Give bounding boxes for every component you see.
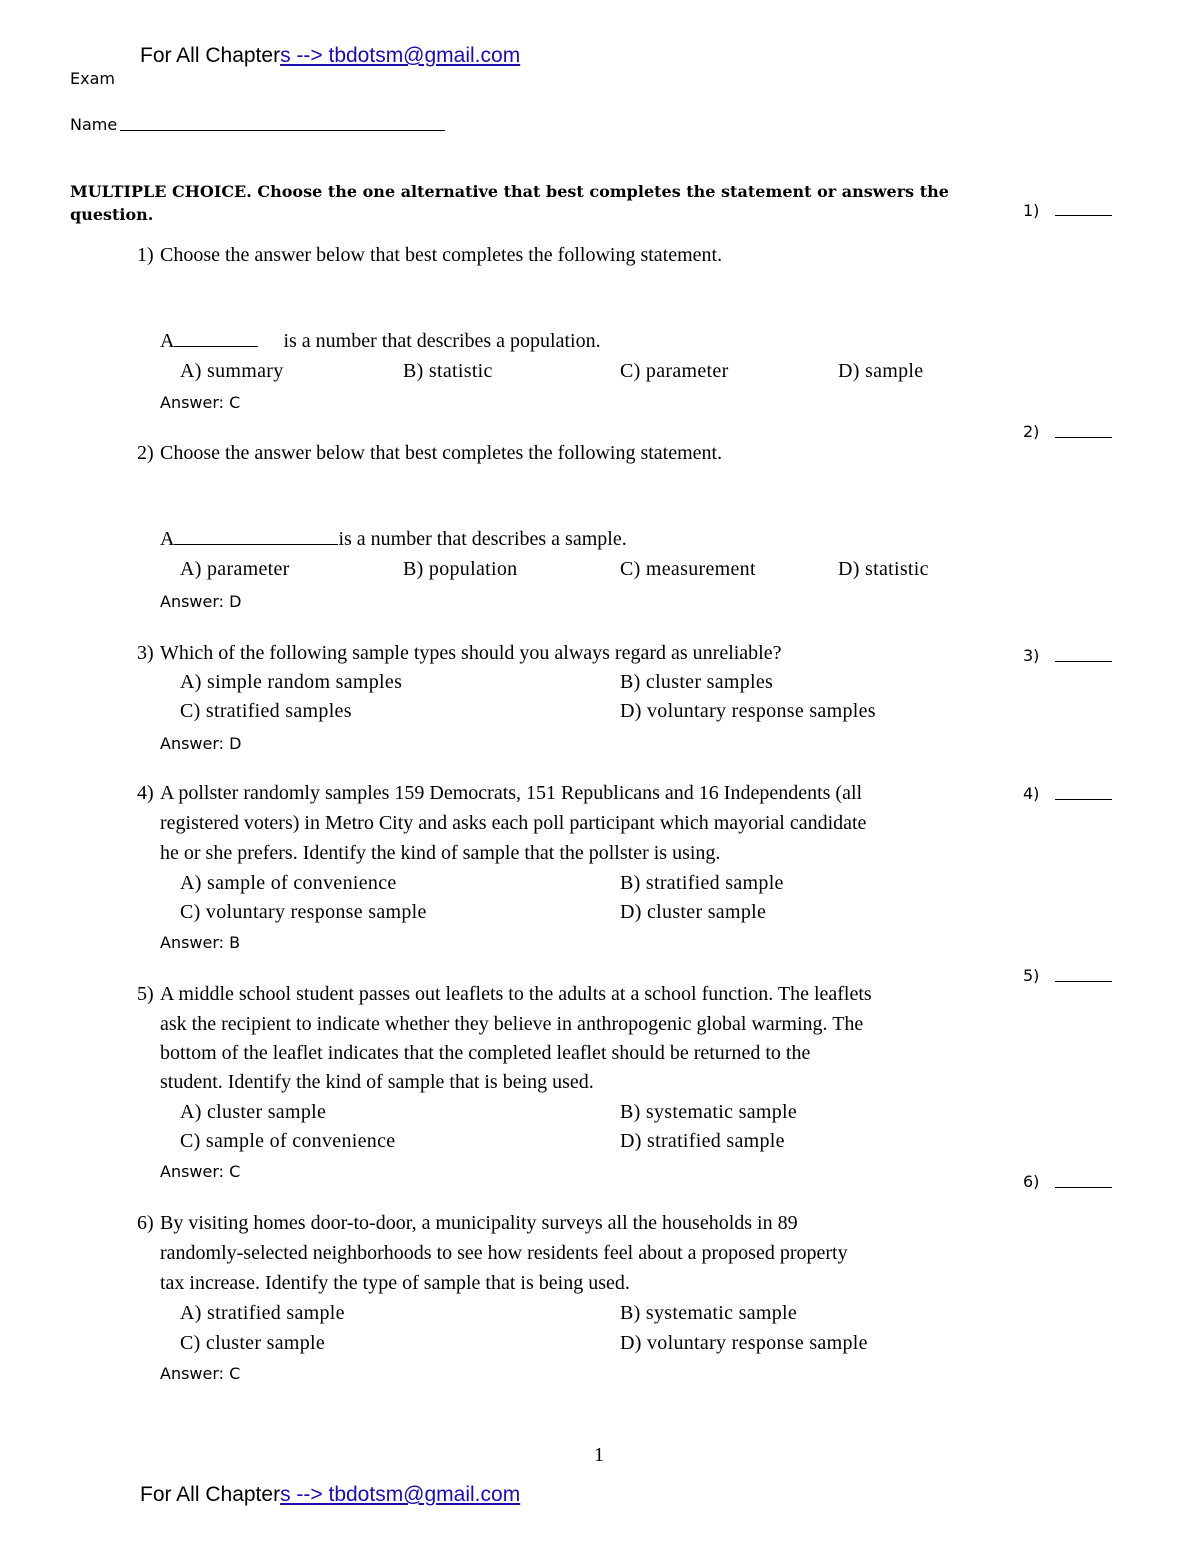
top-banner <box>140 44 520 68</box>
margin-answer-blank-6[interactable] <box>1055 1187 1112 1188</box>
fill-in-blank <box>174 528 338 545</box>
question-6-option-c[interactable]: C) cluster sample <box>180 1332 326 1354</box>
question-1-number: 1) <box>137 244 154 266</box>
question-6-line-1: By visiting homes door-to-door, a municipality surveys all the households in 89 <box>160 1212 798 1234</box>
question-3-number: 3) <box>137 642 154 664</box>
banner-text: For All Chapter <box>140 1483 281 1506</box>
question-3-answer: Answer: D <box>160 734 242 753</box>
question-5-option-c[interactable]: C) sample of convenience <box>180 1130 396 1152</box>
margin-answer-blank-4[interactable] <box>1055 799 1112 800</box>
margin-number-4: 4) <box>1023 784 1040 803</box>
question-4-option-d[interactable]: D) cluster sample <box>620 901 767 923</box>
sentence-end: is a number that describes a sample. <box>338 528 627 550</box>
question-4-option-c[interactable]: C) voluntary response sample <box>180 901 427 923</box>
question-1-stem: Choose the answer below that best completes the following statement. <box>160 244 723 266</box>
banner-email-link[interactable]: s --> tbdotsm@gmail.com <box>280 1483 521 1506</box>
question-6-option-d[interactable]: D) voluntary response sample <box>620 1332 868 1354</box>
margin-number-3: 3) <box>1023 646 1040 665</box>
margin-number-2: 2) <box>1023 422 1040 441</box>
question-1-option-d[interactable]: D) sample <box>838 360 924 382</box>
question-1-sentence <box>160 330 601 353</box>
sentence-start: A <box>160 330 175 352</box>
margin-answer-blank-5[interactable] <box>1055 981 1112 982</box>
page-number: 1 <box>594 1444 604 1466</box>
question-2-stem: Choose the answer below that best completes the following statement. <box>160 442 723 464</box>
banner-email-link[interactable]: s --> tbdotsm@gmail.com <box>280 44 521 67</box>
margin-answer-blank-1[interactable] <box>1055 215 1112 216</box>
question-4-line-3: he or she prefers. Identify the kind of sample that the pollster is using. <box>160 842 721 864</box>
question-2-option-a[interactable]: A) parameter <box>180 558 290 580</box>
question-2-option-d[interactable]: D) statistic <box>838 558 929 580</box>
question-3-option-b[interactable]: B) cluster samples <box>620 671 774 693</box>
question-4-line-1: A pollster randomly samples 159 Democrats, 151 Republicans and 16 Independents (all <box>160 782 863 804</box>
margin-number-5: 5) <box>1023 966 1040 985</box>
name-input-line[interactable] <box>120 130 445 131</box>
question-1-answer: Answer: C <box>160 393 241 412</box>
fill-in-blank <box>174 330 258 347</box>
question-5-answer: Answer: C <box>160 1162 241 1181</box>
question-6-answer: Answer: C <box>160 1364 241 1383</box>
question-1-option-c[interactable]: C) parameter <box>620 360 729 382</box>
question-4-option-b[interactable]: B) stratified sample <box>620 872 784 894</box>
question-5-line-1: A middle school student passes out leaflets to the adults at a school function. The leaflets <box>160 983 872 1005</box>
question-3-stem: Which of the following sample types should you always regard as unreliable? <box>160 642 782 664</box>
question-3-option-a[interactable]: A) simple random samples <box>180 671 403 693</box>
sentence-start: A <box>160 528 175 550</box>
question-4-number: 4) <box>137 782 154 804</box>
margin-answer-blank-3[interactable] <box>1055 661 1112 662</box>
question-3-option-c[interactable]: C) stratified samples <box>180 700 352 722</box>
section-heading: MULTIPLE CHOICE. Choose the one alternative that best completes the statement or answers the question. <box>70 182 949 224</box>
question-5-line-3: bottom of the leaflet indicates that the completed leaflet should be returned to the <box>160 1042 811 1064</box>
banner-text: For All Chapter <box>140 44 281 67</box>
question-4-line-2: registered voters) in Metro City and asks each poll participant which mayorial candidate <box>160 812 867 834</box>
question-6-option-a[interactable]: A) stratified sample <box>180 1302 345 1324</box>
question-3-option-d[interactable]: D) voluntary response samples <box>620 700 876 722</box>
question-1-option-b[interactable]: B) statistic <box>403 360 493 382</box>
question-2-answer: Answer: D <box>160 592 242 611</box>
name-label: Name <box>70 115 118 134</box>
exam-label: Exam <box>70 69 115 88</box>
question-1-option-a[interactable]: A) summary <box>180 360 284 382</box>
margin-number-1: 1) <box>1023 201 1040 220</box>
question-6-line-2: randomly-selected neighborhoods to see how residents feel about a proposed property <box>160 1242 848 1264</box>
margin-answer-blank-2[interactable] <box>1055 437 1112 438</box>
question-4-option-a[interactable]: A) sample of convenience <box>180 872 397 894</box>
question-6-option-b[interactable]: B) systematic sample <box>620 1302 798 1324</box>
question-2-option-c[interactable]: C) measurement <box>620 558 756 580</box>
bottom-banner <box>140 1483 520 1507</box>
question-4-answer: Answer: B <box>160 933 241 952</box>
margin-number-6: 6) <box>1023 1172 1040 1191</box>
question-6-number: 6) <box>137 1212 154 1234</box>
question-5-option-b[interactable]: B) systematic sample <box>620 1101 798 1123</box>
question-6-line-3: tax increase. Identify the type of sample that is being used. <box>160 1272 630 1294</box>
question-5-number: 5) <box>137 983 154 1005</box>
question-5-option-d[interactable]: D) stratified sample <box>620 1130 785 1152</box>
sentence-end: is a number that describes a population. <box>283 330 601 352</box>
question-2-number: 2) <box>137 442 154 464</box>
question-5-line-4: student. Identify the kind of sample that is being used. <box>160 1071 594 1093</box>
question-5-line-2: ask the recipient to indicate whether they believe in anthropogenic global warming. The <box>160 1013 864 1035</box>
question-5-option-a[interactable]: A) cluster sample <box>180 1101 327 1123</box>
question-2-option-b[interactable]: B) population <box>403 558 518 580</box>
question-2-sentence <box>160 528 627 551</box>
